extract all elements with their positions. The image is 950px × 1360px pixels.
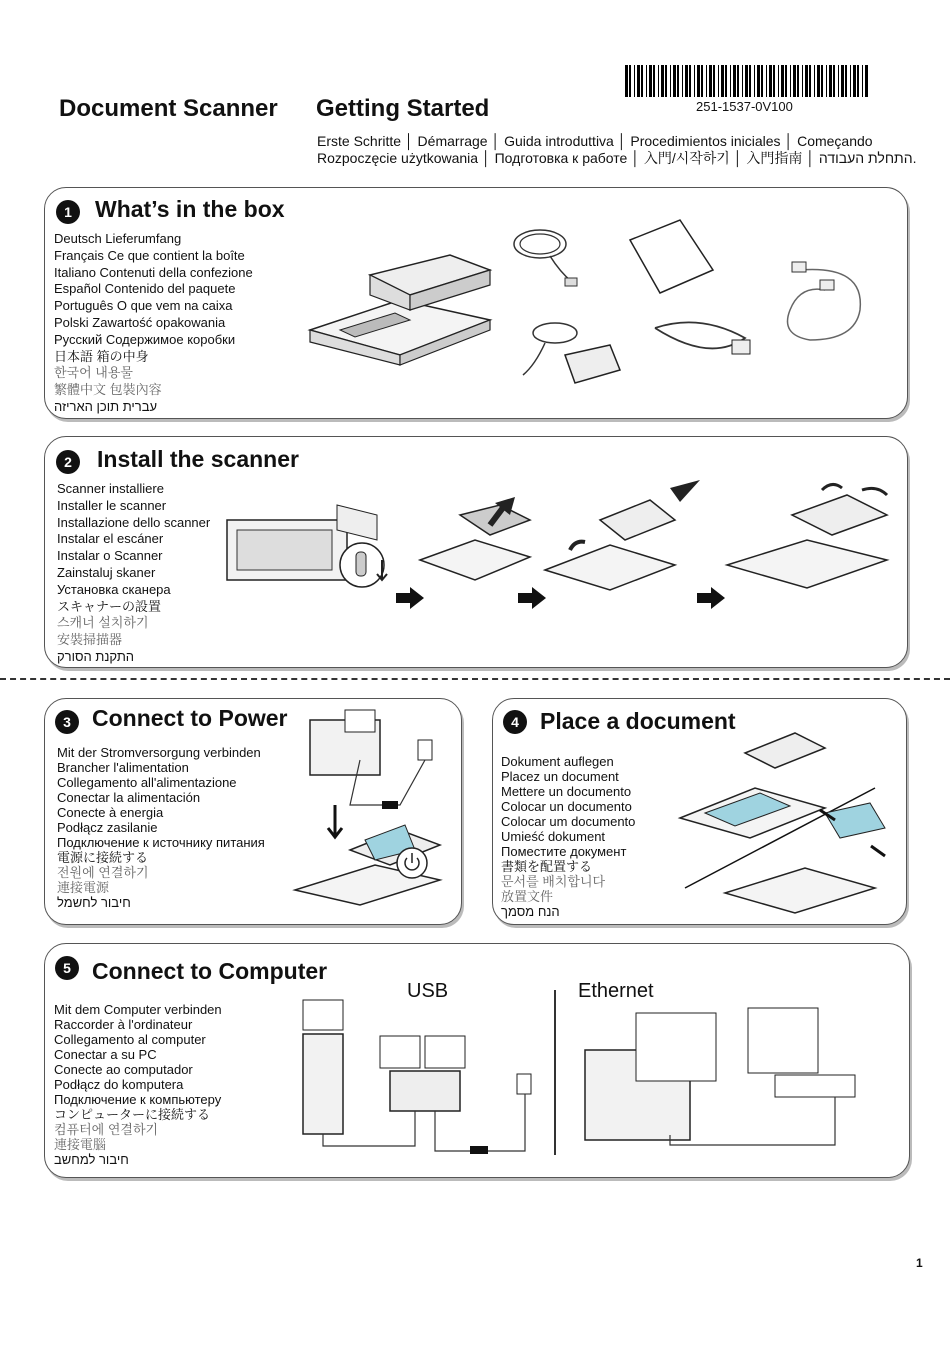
scanner-flatbed-illustration bbox=[300, 250, 500, 370]
barcode-bar bbox=[785, 65, 787, 97]
scanner-tray-illustration bbox=[540, 480, 680, 595]
barcode-bar bbox=[673, 65, 676, 97]
product-name: Document Scanner bbox=[59, 95, 278, 122]
language-item: Zainstaluj skaner bbox=[57, 564, 156, 580]
barcode-bar bbox=[841, 65, 844, 97]
barcode-bar bbox=[646, 65, 647, 97]
barcode-bar bbox=[829, 65, 832, 97]
barcode-bar bbox=[749, 65, 751, 97]
language-item: 문서를 배치합니다 bbox=[501, 874, 606, 889]
barcode-bar bbox=[694, 65, 695, 97]
barcode-bar bbox=[677, 65, 679, 97]
language-item: Installazione dello scanner bbox=[57, 514, 211, 530]
language-item: Colocar um documento bbox=[501, 814, 636, 829]
language-item: Conecte ao computador bbox=[54, 1062, 193, 1077]
language-item: 전원에 연결하기 bbox=[57, 865, 149, 880]
barcode-bar bbox=[665, 65, 667, 97]
language-item: הנח מסמך bbox=[501, 904, 560, 919]
usb-cable-illustration bbox=[510, 222, 580, 292]
barcode-bar bbox=[857, 65, 859, 97]
barcode-bar bbox=[745, 65, 748, 97]
language-item: 電源に接続する bbox=[57, 850, 149, 865]
barcode-bar bbox=[778, 65, 779, 97]
barcode-bar bbox=[629, 65, 631, 97]
arrow-right-icon bbox=[518, 587, 546, 609]
barcode-bar bbox=[797, 65, 799, 97]
barcode-bar bbox=[757, 65, 760, 97]
barcode-bar bbox=[805, 65, 808, 97]
barcode-bar bbox=[817, 65, 820, 97]
language-list-install bbox=[57, 481, 210, 666]
power-connection-illustration bbox=[290, 705, 460, 905]
ethernet-cable-illustration bbox=[780, 250, 870, 350]
language-item: Installer le scanner bbox=[57, 497, 167, 513]
language-item: Conectar a su PC bbox=[54, 1047, 157, 1062]
subtitle-line-1: Erste Schritte │ Démarrage │ Guida introduttiva │ Procedimientos iniciales │ Começando bbox=[317, 133, 873, 149]
barcode-bar bbox=[689, 65, 691, 97]
section-title-box: What’s in the box bbox=[95, 196, 285, 222]
language-item: Collegamento al computer bbox=[54, 1032, 206, 1047]
language-item: 連接電腦 bbox=[54, 1137, 107, 1152]
barcode-bar bbox=[838, 65, 839, 97]
barcode-bar bbox=[713, 65, 715, 97]
language-item: Установка сканера bbox=[57, 581, 171, 597]
language-item: Polski Zawartość opakowania bbox=[54, 314, 226, 330]
scanner-lid-open-illustration bbox=[415, 495, 535, 595]
barcode-bar bbox=[641, 65, 643, 97]
barcode-bar bbox=[661, 65, 664, 97]
barcode-number: 251-1537-0V100 bbox=[696, 99, 793, 114]
language-item: Instalar o Scanner bbox=[57, 548, 163, 564]
barcode-bar bbox=[725, 65, 727, 97]
subtitle-line-2: Rozpoczęcie użytkowania │ Подготовка к работе │ 入門/시작하기 │ 入門指南 │ התחלת העבודה. bbox=[317, 150, 917, 166]
arrow-right-icon bbox=[697, 587, 725, 609]
barcode-bar bbox=[862, 65, 863, 97]
barcode-bar bbox=[853, 65, 856, 97]
usb-connection-illustration bbox=[295, 996, 555, 1156]
step-number-2: 2 bbox=[56, 450, 80, 474]
barcode-bar bbox=[730, 65, 731, 97]
ethernet-label: Ethernet bbox=[578, 980, 654, 1002]
barcode-bar bbox=[733, 65, 736, 97]
language-item: 安裝掃描器 bbox=[57, 632, 123, 648]
language-item: Mit der Stromversorgung verbinden bbox=[57, 745, 261, 760]
language-item: 書類を配置する bbox=[501, 859, 593, 874]
barcode-bar bbox=[653, 65, 655, 97]
language-item: חיבור למחשב bbox=[54, 1152, 129, 1167]
dashed-separator bbox=[0, 678, 950, 680]
language-item: Español Contenido del paquete bbox=[54, 281, 236, 297]
language-item: 스캐너 설치하기 bbox=[57, 615, 149, 631]
language-item: Conecte à energia bbox=[57, 805, 164, 820]
scanner-back-illustration bbox=[222, 500, 397, 600]
language-list-power bbox=[57, 745, 265, 910]
language-item: Brancher l'alimentation bbox=[57, 760, 189, 775]
language-item: コンピューターに接続する bbox=[54, 1107, 211, 1122]
language-item: Подключение к компьютеру bbox=[54, 1092, 222, 1107]
language-item: Português O que vem na caixa bbox=[54, 298, 233, 314]
barcode-bar bbox=[793, 65, 796, 97]
language-item: Подключение к источнику питания bbox=[57, 835, 265, 850]
barcode-bar bbox=[637, 65, 640, 97]
language-item: 放置文件 bbox=[501, 889, 554, 904]
barcode-bar bbox=[634, 65, 635, 97]
barcode-bar bbox=[781, 65, 784, 97]
barcode-bar bbox=[790, 65, 791, 97]
step-number-4: 4 bbox=[503, 710, 527, 734]
barcode-bar bbox=[742, 65, 743, 97]
language-item: スキャナーの設置 bbox=[57, 598, 162, 614]
barcode-bar bbox=[682, 65, 683, 97]
page-number: 1 bbox=[916, 1256, 923, 1270]
language-item: Mit dem Computer verbinden bbox=[54, 1002, 222, 1017]
section-title-computer: Connect to Computer bbox=[92, 958, 328, 984]
language-item: Scanner installiere bbox=[57, 481, 164, 496]
language-item: 컴퓨터에 연결하기 bbox=[54, 1122, 159, 1137]
language-item: Deutsch Lieferumfang bbox=[54, 231, 182, 246]
language-item: חיבור לחשמל bbox=[57, 895, 131, 910]
language-item: Italiano Contenuti della confezione bbox=[54, 264, 253, 280]
scanner-ready-illustration bbox=[722, 480, 892, 590]
barcode-bar bbox=[833, 65, 835, 97]
barcode-bar bbox=[754, 65, 755, 97]
page-title: Getting Started bbox=[316, 95, 490, 122]
language-item: Conectar la alimentación bbox=[57, 790, 201, 805]
language-item: 한국어 내용물 bbox=[54, 365, 133, 381]
barcode-bar bbox=[821, 65, 823, 97]
power-cord-illustration bbox=[650, 318, 760, 378]
language-item: 日本語 箱の中身 bbox=[54, 348, 149, 364]
barcode-bar bbox=[773, 65, 775, 97]
language-item: Collegamento all'alimentazione bbox=[57, 775, 237, 790]
step-number-5: 5 bbox=[55, 956, 79, 980]
barcode-bar bbox=[865, 65, 868, 97]
barcode-bar bbox=[670, 65, 671, 97]
barcode-bar bbox=[737, 65, 739, 97]
language-list-document bbox=[501, 754, 635, 919]
barcode-bar bbox=[845, 65, 847, 97]
power-adapter-illustration bbox=[515, 315, 625, 390]
barcode-bar bbox=[706, 65, 707, 97]
language-item: Поместите документ bbox=[501, 844, 627, 859]
barcode-bar bbox=[721, 65, 724, 97]
language-item: Raccorder à l'ordinateur bbox=[54, 1017, 193, 1032]
step-number-3: 3 bbox=[55, 710, 79, 734]
barcode-bar bbox=[709, 65, 712, 97]
language-item: Русский Содержимое коробки bbox=[54, 331, 236, 347]
language-item: Colocar un documento bbox=[501, 799, 632, 814]
ethernet-connection-illustration bbox=[580, 1005, 870, 1155]
barcode-bar bbox=[625, 65, 628, 97]
manual-sheet-illustration bbox=[625, 215, 715, 295]
language-item: Podłącz zasilanie bbox=[57, 820, 158, 835]
barcode-bar bbox=[685, 65, 688, 97]
barcode-bar bbox=[658, 65, 659, 97]
usb-label: USB bbox=[407, 980, 449, 1002]
language-item: Français Ce que contient la boîte bbox=[54, 247, 245, 263]
barcode-bar bbox=[697, 65, 700, 97]
arrow-right-icon bbox=[396, 587, 424, 609]
language-item: Umieść dokument bbox=[501, 829, 606, 844]
language-item: Podłącz do komputera bbox=[54, 1077, 184, 1092]
language-item: Dokument auflegen bbox=[501, 754, 614, 769]
barcode-bar bbox=[814, 65, 815, 97]
language-item: 繁體中文 包裝內容 bbox=[54, 382, 162, 398]
language-item: Instalar el escáner bbox=[57, 531, 164, 547]
document-placement-illustration bbox=[675, 728, 905, 918]
language-list-computer bbox=[54, 1002, 222, 1167]
language-list-box bbox=[54, 231, 253, 416]
section-title-install: Install the scanner bbox=[97, 446, 299, 472]
section-title-document: Place a document bbox=[540, 708, 736, 734]
language-item: Placez un document bbox=[501, 769, 619, 784]
barcode-bar bbox=[766, 65, 767, 97]
barcode-bar bbox=[802, 65, 803, 97]
barcode-bar bbox=[761, 65, 763, 97]
barcode-image bbox=[625, 65, 870, 97]
barcode-bar bbox=[826, 65, 827, 97]
barcode-bar bbox=[649, 65, 652, 97]
language-item: עברית תוכן האריזה bbox=[54, 398, 158, 414]
section-title-power: Connect to Power bbox=[92, 705, 288, 731]
language-item: Mettere un documento bbox=[501, 784, 632, 799]
language-item: התקנת הסורק bbox=[57, 648, 135, 664]
barcode-bar bbox=[718, 65, 719, 97]
barcode-bar bbox=[769, 65, 772, 97]
barcode-bar bbox=[701, 65, 703, 97]
barcode-bar bbox=[809, 65, 811, 97]
barcode-bar bbox=[850, 65, 851, 97]
language-item: 連接電源 bbox=[57, 880, 110, 895]
step-number-1: 1 bbox=[56, 200, 80, 224]
